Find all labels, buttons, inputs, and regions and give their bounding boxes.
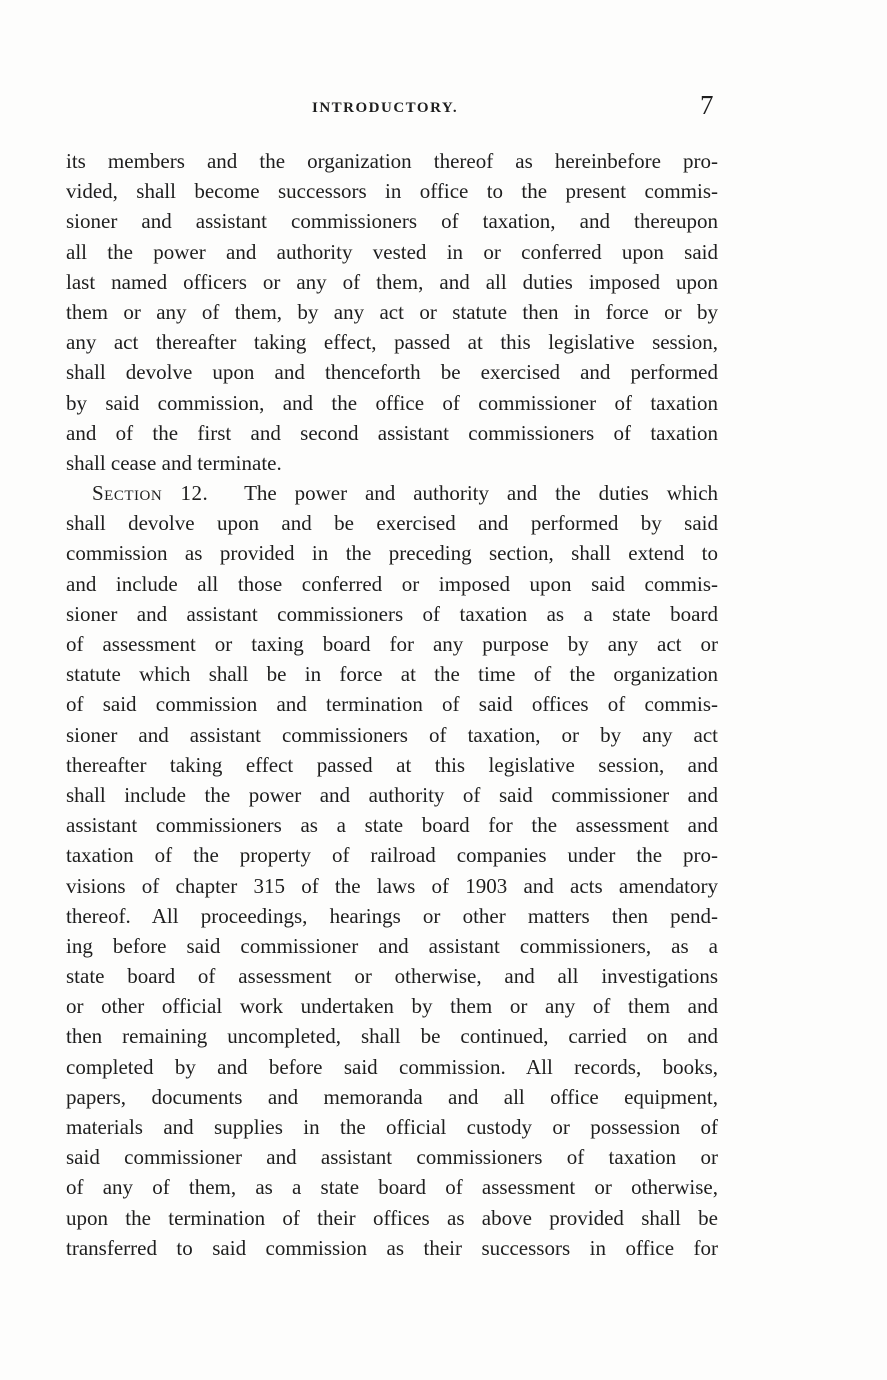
text-line: visions of chapter 315 of the laws of 1903 and acts amendatory — [66, 873, 718, 898]
text-line: materials and supplies in the official custody or possession of — [66, 1115, 718, 1139]
text-line: assistant commissioners as a state board for the assessment and — [66, 813, 718, 838]
text-line: said commissioner and assistant commissioners of taxation or — [66, 1145, 718, 1170]
text-line: shall devolve upon and be exercised and performed by said — [66, 511, 718, 536]
text-line: ing before said commissioner and assistant commissioners, as a — [66, 933, 718, 958]
text-line: thereafter taking effect passed at this legislative session, and — [66, 752, 718, 777]
running-head: INTRODUCTORY. — [312, 100, 459, 116]
text-line: vided, shall become successors in office to the present commis- — [66, 179, 718, 204]
text-line: its members and the organization thereof as hereinbefore pro- — [66, 149, 718, 173]
text-line: shall devolve upon and thenceforth be exercised and performed — [66, 360, 718, 385]
text-line: shall cease and terminate. — [66, 450, 282, 475]
text-line: statute which shall be in force at the time of the organization — [66, 662, 718, 687]
text-line: last named officers or any of them, and all duties imposed upon — [66, 269, 718, 294]
text-line: taxation of the property of railroad companies under the pro- — [66, 843, 718, 868]
text-line: any act thereafter taking effect, passed at this legislative session, — [66, 330, 718, 355]
text-line: or other official work undertaken by them or any of them and — [66, 994, 718, 1019]
text-line: and of the first and second assistant commissioners of taxation — [66, 420, 718, 445]
page-number: 7 — [700, 90, 714, 120]
section-label: Section 12. — [92, 481, 209, 506]
text-line: upon the termination of their offices as above provided shall be — [66, 1205, 718, 1230]
text-line: all the power and authority vested in or conferred upon said — [66, 239, 718, 264]
text-line: sioner and assistant commissioners of taxation as a state board — [66, 601, 718, 626]
section-12-first-line — [66, 478, 718, 508]
text-line: papers, documents and memoranda and all office equipment, — [66, 1084, 718, 1109]
text-line: thereof. All proceedings, hearings or other matters then pend- — [66, 903, 718, 928]
text-line: them or any of them, by any act or statute then in force or by — [66, 299, 718, 324]
text-line: sioner and assistant commissioners of taxation, and thereupon — [66, 209, 718, 234]
text-line: of assessment or taxing board for any purpose by any act or — [66, 632, 718, 656]
text-line: sioner and assistant commissioners of taxation, or by any act — [66, 722, 718, 747]
text-line: transferred to said commission as their successors in office for — [66, 1235, 718, 1260]
text-line: and include all those conferred or imposed upon said commis- — [66, 571, 718, 596]
text-line: of said commission and termination of said offices of commis- — [66, 692, 718, 717]
text-line: then remaining uncompleted, shall be continued, carried on and — [66, 1024, 718, 1049]
text-line: shall include the power and authority of said commissioner and — [66, 782, 718, 807]
section-first-line-text: The power and authority and the duties which — [244, 481, 719, 506]
body-text — [66, 146, 718, 1263]
text-line: state board of assessment or otherwise, and all investigations — [66, 964, 718, 989]
text-line: commission as provided in the preceding section, shall extend to — [66, 541, 718, 566]
text-line: by said commission, and the office of commissioner of taxation — [66, 390, 718, 415]
text-line: completed by and before said commission. All records, books, — [66, 1054, 718, 1079]
text-line: of any of them, as a state board of assessment or otherwise, — [66, 1175, 718, 1200]
